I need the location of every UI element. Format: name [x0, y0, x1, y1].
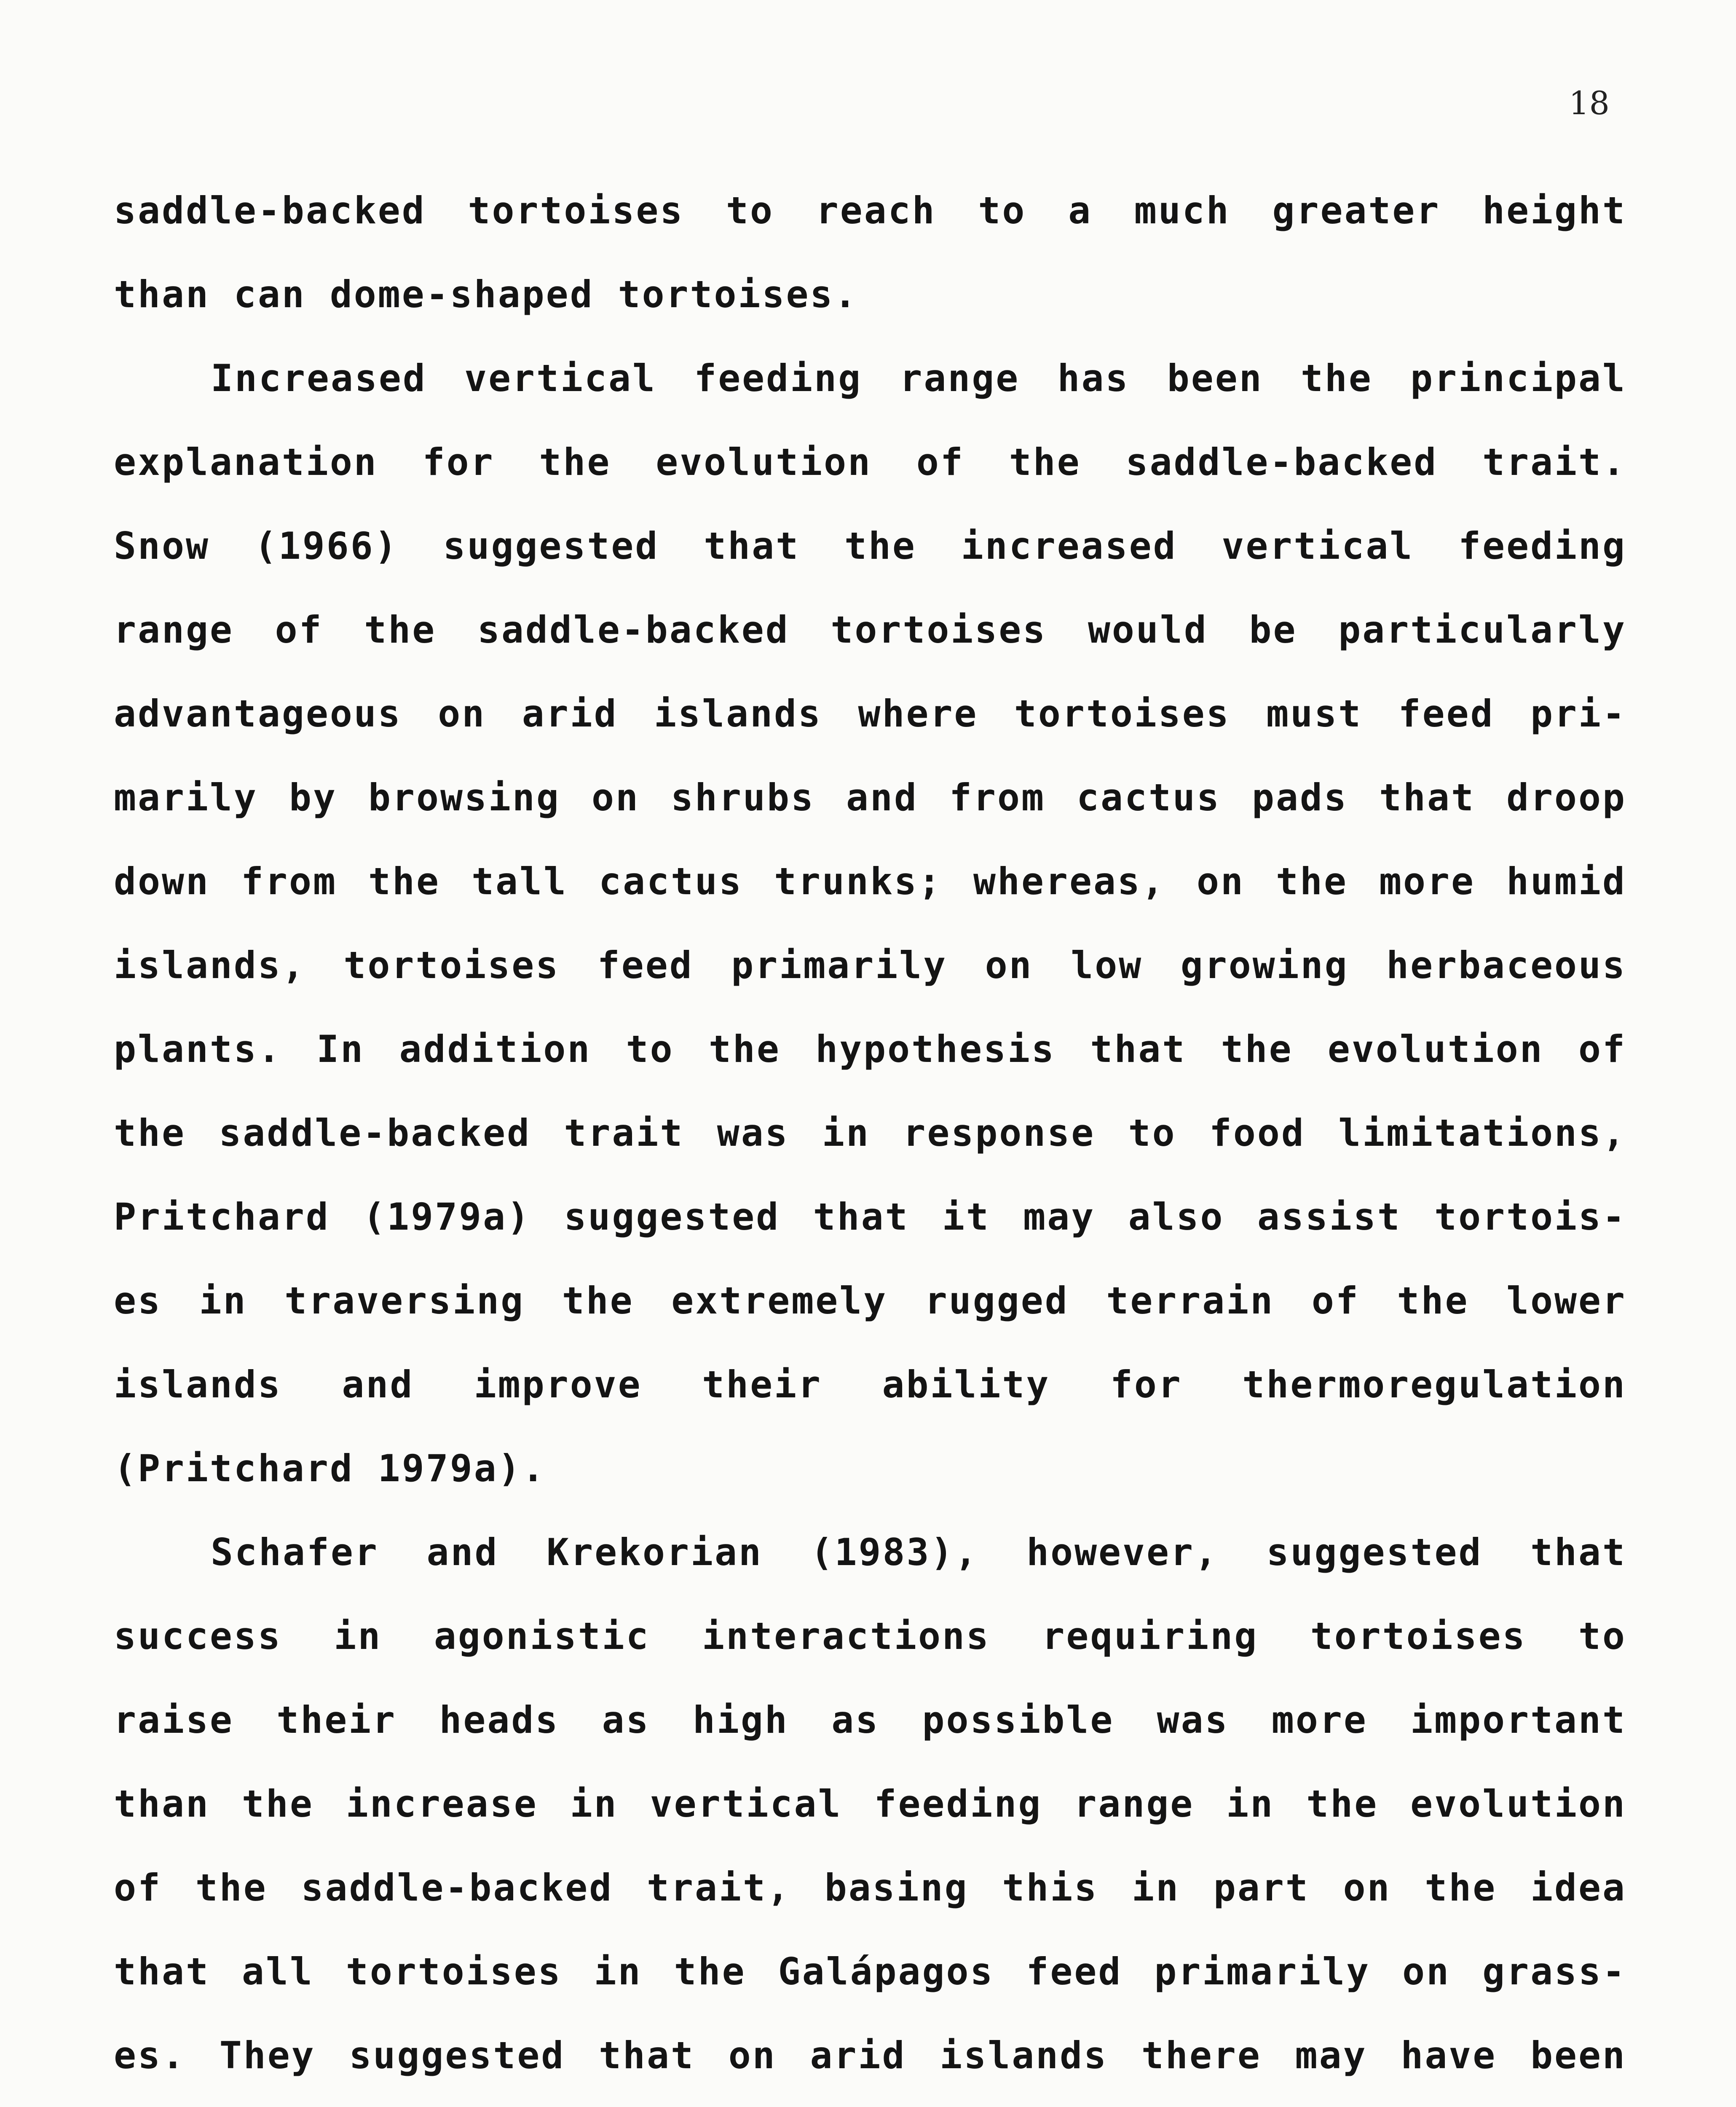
- text-line: down from the tall cactus trunks; whereas, on the more humid: [114, 860, 1626, 903]
- text-line: raise their heads as high as possible was more important: [114, 1698, 1626, 1742]
- text-line: marily by browsing on shrubs and from cactus pads that droop: [114, 776, 1626, 819]
- body-text: [114, 185, 1626, 2107]
- text-line: explanation for the evolution of the saddle-backed trait.: [114, 440, 1626, 484]
- text-line: Schafer and Krekorian (1983), however, suggested that: [211, 1531, 1626, 1574]
- text-line: islands and improve their ability for thermoregulation: [114, 1363, 1626, 1406]
- page-number: 18: [1569, 84, 1610, 122]
- text-line: Snow (1966) suggested that the increased vertical feeding: [114, 524, 1626, 568]
- text-line: success in agonistic interactions requiring tortoises to: [114, 1614, 1626, 1658]
- text-line: that all tortoises in the Galápagos feed primarily on grass-: [114, 1950, 1626, 1993]
- text-line: the saddle-backed trait was in response to food limitations,: [114, 1111, 1626, 1155]
- text-line: es in traversing the extremely rugged terrain of the lower: [114, 1279, 1626, 1322]
- text-line: islands, tortoises feed primarily on low growing herbaceous: [114, 944, 1626, 987]
- text-line: Pritchard (1979a) suggested that it may also assist tortois-: [114, 1195, 1626, 1238]
- text-line: es. They suggested that on arid islands there may have been: [114, 2034, 1626, 2077]
- text-line: range of the saddle-backed tortoises would be particularly: [114, 608, 1626, 651]
- text-line: than the increase in vertical feeding range in the evolution: [114, 1782, 1626, 1826]
- text-line: advantageous on arid islands where tortoises must feed pri-: [114, 692, 1626, 735]
- text-line: saddle-backed tortoises to reach to a much greater height: [114, 189, 1626, 232]
- text-line: than can dome-shaped tortoises.: [114, 273, 858, 316]
- text-line: (Pritchard 1979a).: [114, 1447, 546, 1490]
- text-line: of the saddle-backed trait, basing this in part on the idea: [114, 1866, 1626, 1909]
- text-line: plants. In addition to the hypothesis that the evolution of: [114, 1027, 1626, 1071]
- text-line: Increased vertical feeding range has been the principal: [211, 357, 1626, 400]
